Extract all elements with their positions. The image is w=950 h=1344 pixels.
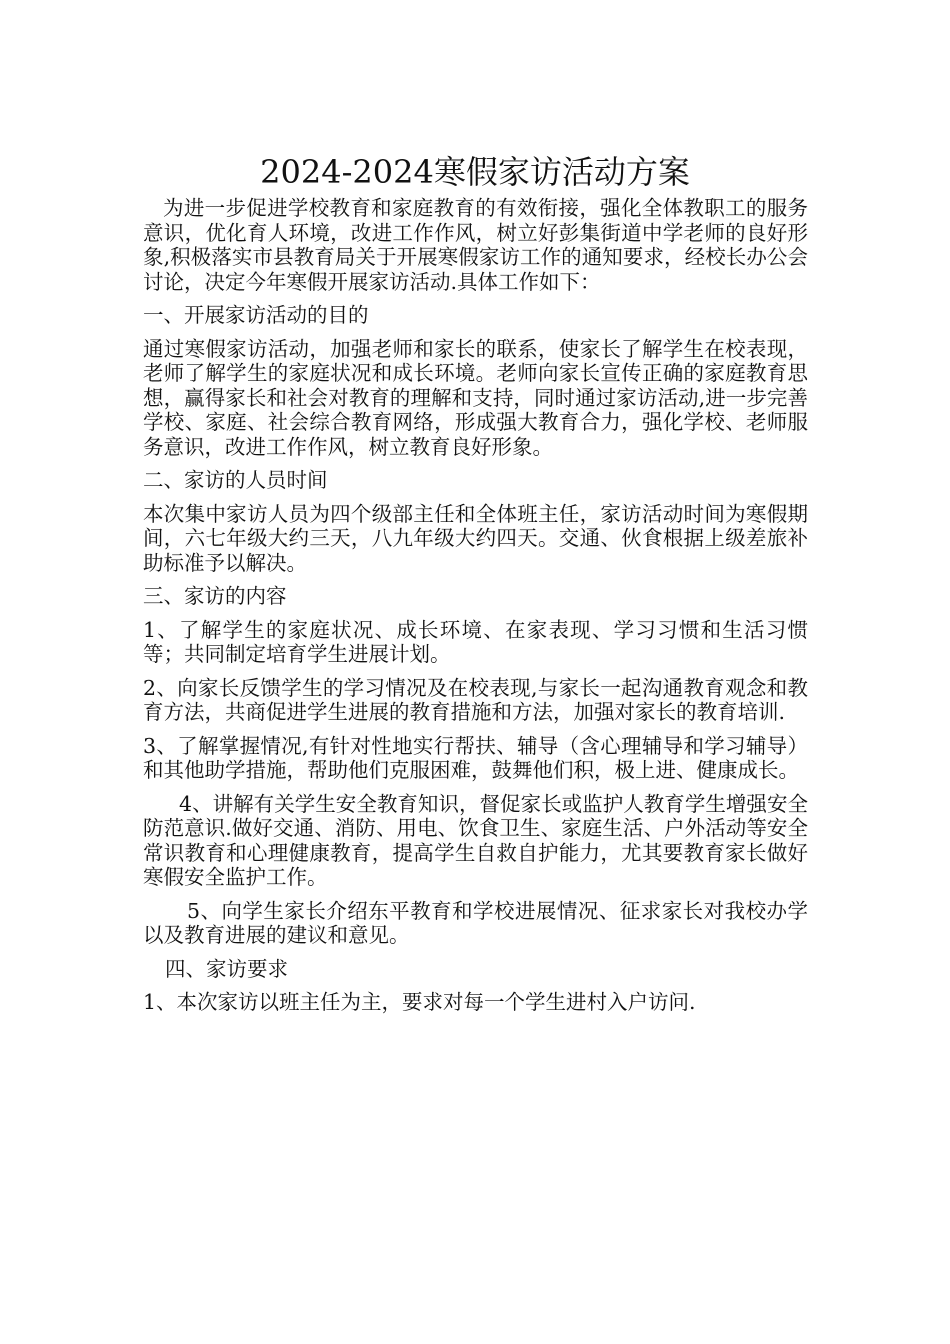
section-heading-requirements: 四、家访要求 bbox=[165, 956, 288, 981]
requirement-item-1: 1、本次家访以班主任为主，要求对每一个学生进村入户访问. bbox=[143, 990, 696, 1014]
content-item-3: 3、了解掌握情况,有针对性地实行帮扶、辅导（含心理辅导和学习辅导）和其他助学措施，帮助他们克服困难，鼓舞他们积，极上进、健康成长。 bbox=[143, 733, 808, 782]
page-title: 2024-2024寒假家访活动方案 bbox=[260, 153, 690, 192]
purpose-paragraph: 通过寒假家访活动，加强老师和家长的联系，使家长了解学生在校表现，老师了解学生的家庭状况和成长环境。老师向家长宣传正确的家庭教育思想，赢得家长和社会对教育的理解和支持，同时通过家访活动,进一步完善学校、家庭、社会综合教育网络，形成强大教育合力，强化学校、老师服务意识，改进工作作风，树立教育良好形象。 bbox=[143, 336, 808, 459]
content-item-2: 2、向家长反馈学生的学习情况及在校表现,与家长一起沟通教育观念和教育方法，共商促进学生进展的教育措施和方法，加强对家长的教育培训. bbox=[143, 675, 808, 724]
personnel-paragraph: 本次集中家访人员为四个级部主任和全体班主任，家访活动时间为寒假期间，六七年级大约三天，八九年级大约四天。交通、伙食根据上级差旅补助标准予以解决。 bbox=[143, 501, 808, 575]
section-heading-purpose: 一、开展家访活动的目的 bbox=[143, 303, 369, 327]
content-item-1: 1、了解学生的家庭状况、成长环境、在家表现、学习习惯和生活习惯等；共同制定培育学生进展计划。 bbox=[143, 617, 808, 666]
intro-paragraph: 为进一步促进学校教育和家庭教育的有效衔接，强化全体教职工的服务意识，优化育人环境，改进工作作风，树立好彭集街道中学老师的良好形象,积极落实市县教育局关于开展寒假家访工作的通知要求，经校长办公会讨论，决定今年寒假开展家访活动.具体工作如下： bbox=[143, 196, 808, 294]
section-heading-personnel: 二、家访的人员时间 bbox=[143, 468, 328, 492]
section-heading-content: 三、家访的内容 bbox=[143, 584, 287, 608]
content-item-5: 5、向学生家长介绍东平教育和学校进展情况、征求家长对我校办学以及教育进展的建议和意见。 bbox=[143, 898, 808, 947]
document-body bbox=[143, 196, 808, 1024]
content-item-4: 4、讲解有关学生安全教育知识，督促家长或监护人教育学生增强安全防范意识.做好交通、消防、用电、饮食卫生、家庭生活、户外活动等安全常识教育和心理健康教育，提高学生自救自护能力，尤其要教育家长做好寒假安全监护工作。 bbox=[143, 791, 808, 889]
